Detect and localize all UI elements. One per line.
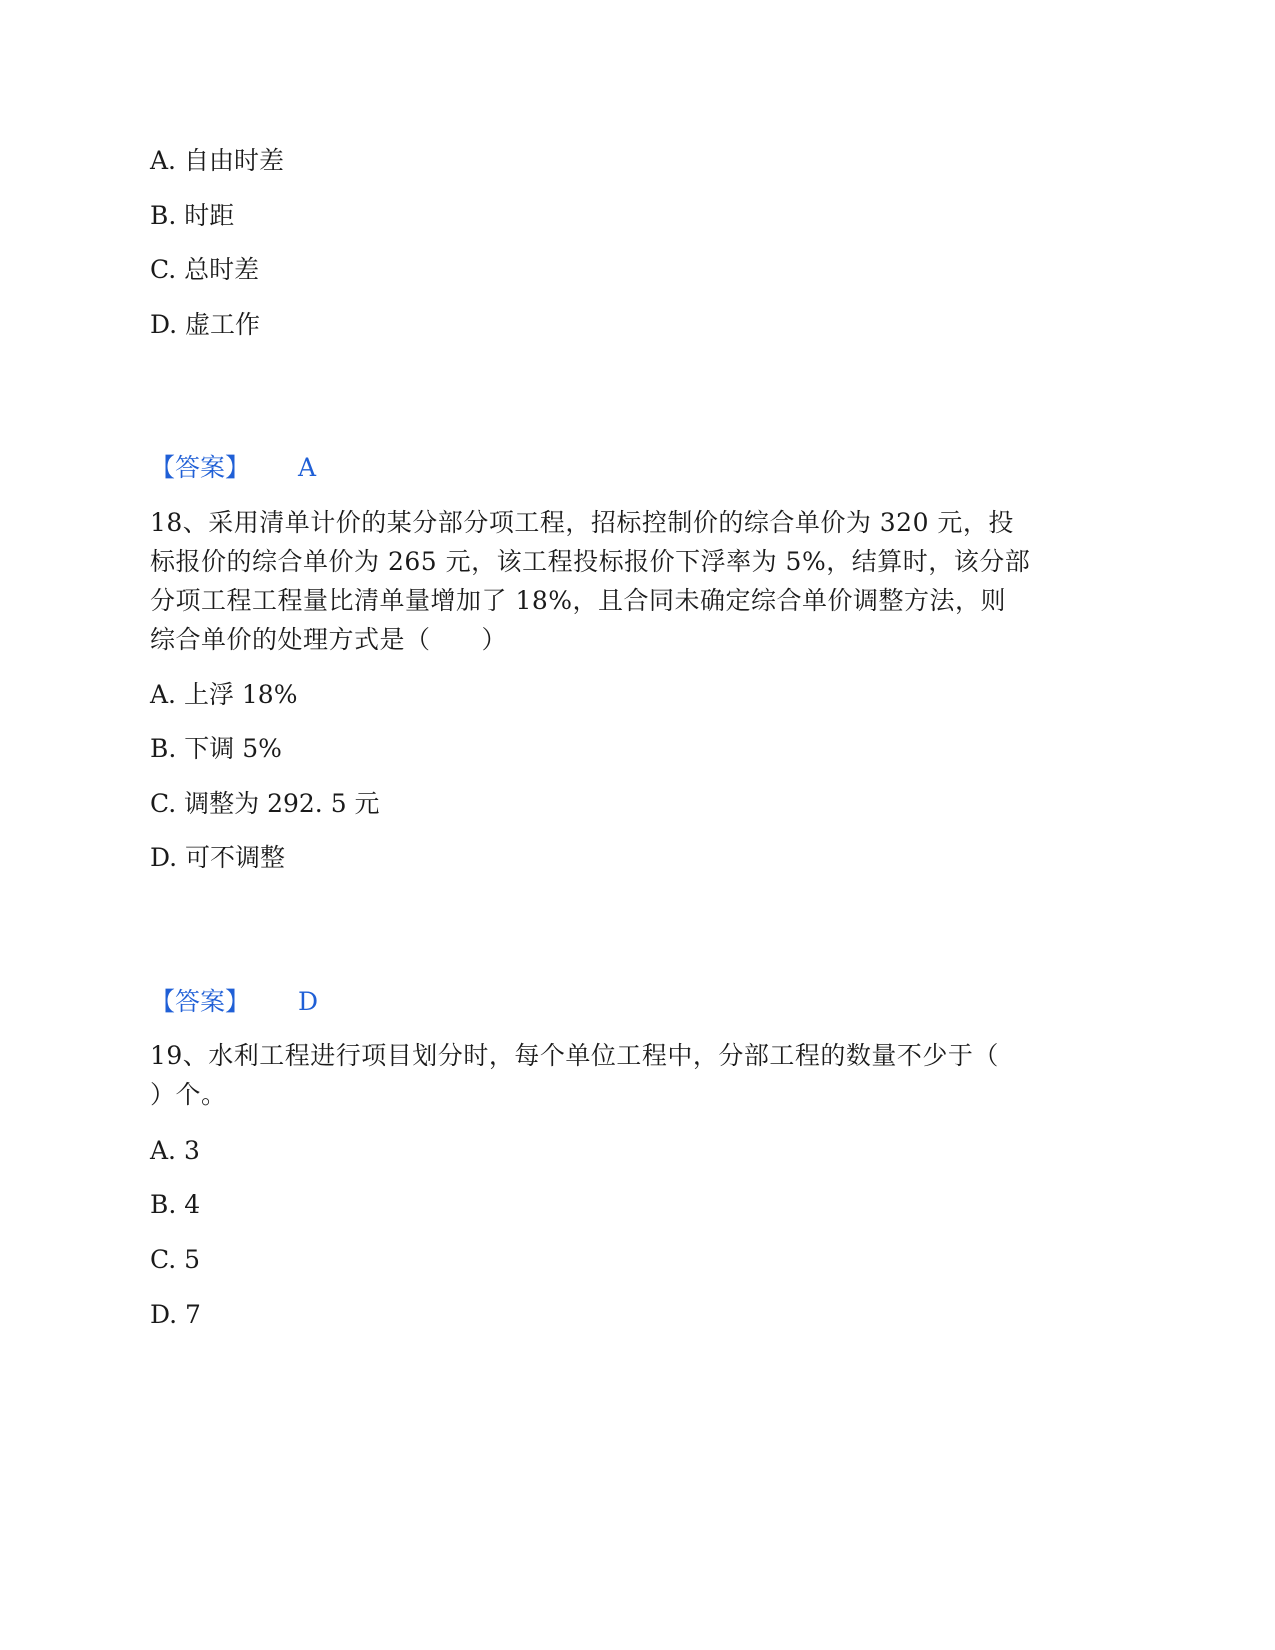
q18-option-d: D. 可不调整	[150, 843, 286, 872]
q18-answer	[150, 987, 318, 1017]
q18-text-line-1: 18、采用清单计价的某分部分项工程，招标控制价的综合单价为 320 元，投	[150, 508, 1014, 537]
answer-value: A	[298, 453, 317, 482]
q17-option-a: A. 自由时差	[150, 146, 284, 175]
q18-option-b: B. 下调 5%	[150, 734, 282, 763]
q17-option-c: C. 总时差	[150, 255, 260, 284]
q18-text-line-3: 分项工程工程量比清单量增加了 18%，且合同未确定综合单价调整方法，则	[150, 586, 1007, 615]
q17-answer	[150, 453, 316, 483]
q19-option-d: D. 7	[150, 1300, 201, 1329]
q18-text-line-2: 标报价的综合单价为 265 元，该工程投标报价下浮率为 5%，结算时，该分部	[150, 547, 1031, 576]
answer-value: D	[298, 987, 319, 1016]
q18-option-a: A. 上浮 18%	[150, 680, 298, 709]
q18-option-c: C. 调整为 292. 5 元	[150, 789, 380, 818]
q19-option-c: C. 5	[150, 1245, 201, 1274]
q17-option-d: D. 虚工作	[150, 310, 261, 339]
q19-text-line-2: ）个。	[150, 1080, 227, 1109]
q19-text-line-1: 19、水利工程进行项目划分时，每个单位工程中，分部工程的数量不少于（	[150, 1041, 999, 1070]
q18-text-line-4: 综合单价的处理方式是（ ）	[150, 625, 508, 654]
q17-option-b: B. 时距	[150, 201, 235, 230]
q19-option-a: A. 3	[150, 1136, 200, 1165]
answer-label: 【答案】	[150, 987, 251, 1016]
q19-option-b: B. 4	[150, 1190, 201, 1219]
answer-label: 【答案】	[150, 453, 251, 482]
